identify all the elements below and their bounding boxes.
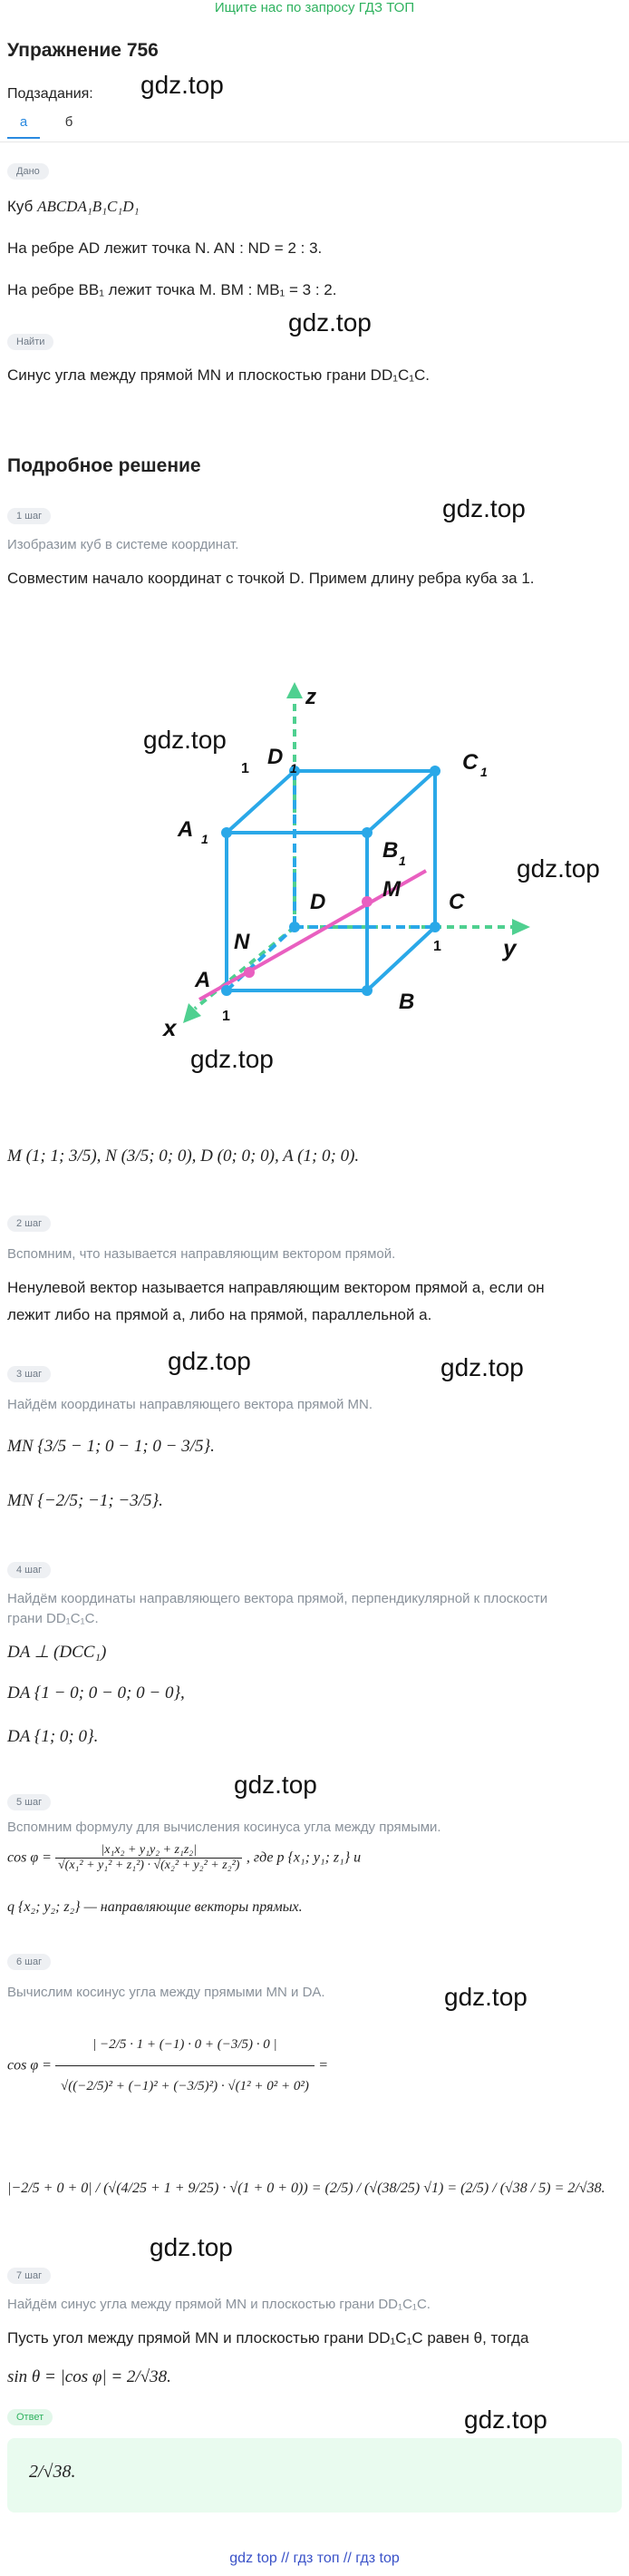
point-a (221, 985, 232, 996)
step-1-hint: Изобразим куб в системе координат. (7, 537, 239, 552)
watermark: gdz.top (140, 71, 224, 99)
label-c1: C (462, 750, 479, 775)
cos-formula-numerator: |x₁x₂ + y₁y₂ + z₁z₂| (55, 1843, 242, 1859)
label-one-y: 1 (433, 939, 441, 954)
label-b1-sub: 1 (399, 854, 406, 868)
watermark: gdz.top (168, 1347, 251, 1375)
step-7-hint: Найдём синус угла между прямой MN и плоскостью грани DD₁C₁C. (7, 2297, 431, 2312)
cos-formula-denominator: √(x₁² + y₁² + z₁²) · √(x₂² + y₂² + z₂²) (57, 1859, 240, 1872)
top-banner[interactable]: Ищите нас по запросу ГДЗ ТОП (214, 0, 415, 15)
point-c1 (430, 766, 440, 776)
y-axis-arrow (512, 919, 530, 935)
z-axis-arrow (286, 682, 303, 698)
point-b (362, 985, 373, 996)
step-7-badge: 7 шаг (7, 2268, 51, 2284)
equals-sign: = (318, 2057, 329, 2073)
step-6-badge: 6 шаг (7, 1954, 51, 1970)
label-c1-sub: 1 (480, 765, 488, 779)
label-d1: D (267, 745, 284, 769)
answer-value: 2/√38. (29, 2462, 76, 2482)
answer-badge: Ответ (7, 2409, 53, 2425)
find-text: Синус угла между прямой MN и плоскостью грани DD₁C₁C. (7, 366, 430, 384)
given-cube-name: ABCDA₁B₁C₁D₁ (37, 198, 140, 215)
point-a1 (221, 827, 232, 838)
label-d1-sub: 1 (290, 761, 297, 776)
cos-formula-where: , где p {x₁; y₁; z₁} и (246, 1849, 362, 1866)
point-d (289, 922, 300, 932)
label-a1-sub: 1 (201, 832, 208, 846)
step-2-badge: 2 шаг (7, 1215, 51, 1232)
step-6-numerator-1: | −2/5 · 1 + (−1) · 0 + (−3/5) · 0 | (55, 2025, 314, 2066)
answer-box (7, 2438, 622, 2513)
subtasks-label: Подзадания: (7, 86, 93, 102)
coordinates-line: M (1; 1; 3/5), N (3/5; 0; 0), D (0; 0; 0), A (1; 0; 0). (7, 1147, 360, 1166)
step-7-text: Пусть угол между прямой MN и плоскостью грани DD₁C₁C равен θ, тогда (7, 2329, 529, 2347)
watermark: gdz.top (440, 1353, 524, 1381)
given-line-1: На ребре AD лежит точка N. AN : ND = 2 : 3. (7, 239, 323, 257)
label-a1: A (178, 817, 194, 842)
label-b: B (399, 990, 415, 1014)
watermark: gdz.top (150, 2233, 233, 2261)
step-2-text-2: лежит либо на прямой a, либо на прямой, параллельной a. (7, 1306, 432, 1323)
given-line-2: На ребре BB₁ лежит точка M. BM : MB₁ = 3 : 2. (7, 281, 337, 298)
edge-b1c1 (367, 771, 435, 833)
label-y: y (503, 934, 517, 961)
watermark: gdz.top (442, 494, 526, 522)
watermark: gdz.top (464, 2405, 547, 2434)
step-3-badge: 3 шаг (7, 1366, 51, 1382)
step-1-text: Совместим начало координат с точкой D. Примем длину ребра куба за 1. (7, 570, 535, 587)
step-4-line-1: DA ⊥ (DCC₁) (7, 1643, 107, 1662)
step-4-hint-1: Найдём координаты направляющего вектора прямой, перпендикулярной к плоскости (7, 1591, 548, 1606)
step-5-formula (7, 1843, 361, 1873)
step-5-where-2: q {x₂; y₂; z₂} — направляющие векторы прямых. (7, 1899, 303, 1915)
label-b1: B (382, 838, 399, 863)
step-3-vector-2: MN {−2/5; −1; −3/5}. (7, 1491, 163, 1510)
label-one-z: 1 (241, 761, 249, 776)
point-c (430, 922, 440, 932)
step-6-hint: Вычислим косинус угла между прямыми MN и DA. (7, 1985, 325, 2000)
watermark: gdz.top (190, 1045, 274, 1073)
label-n: N (234, 930, 250, 954)
label-d: D (310, 890, 326, 914)
step-3-vector-1: MN {3/5 − 1; 0 − 1; 0 − 3/5}. (7, 1437, 215, 1456)
cos-formula-fraction (55, 1843, 242, 1873)
step-4-line-3: DA {1; 0; 0}. (7, 1727, 99, 1746)
step-1-badge: 1 шаг (7, 508, 51, 524)
x-axis-arrow (183, 1003, 201, 1023)
tab-b[interactable]: б (64, 114, 73, 130)
watermark: gdz.top (288, 308, 372, 337)
label-m: M (382, 877, 401, 902)
step-6-fraction-1 (55, 2025, 314, 2107)
tab-divider (0, 141, 629, 142)
step-2-text-1: Ненулевой вектор называется направляющим вектором прямой a, если он (7, 1279, 545, 1296)
step-7-formula: sin θ = |cos φ| = 2/√38. (7, 2367, 171, 2386)
step-5-badge: 5 шаг (7, 1794, 51, 1810)
step-6-denominator-1: √((−2/5)² + (−1)² + (−3/5)²) · √(1² + 0² + 0²) (60, 2079, 309, 2093)
label-c: C (449, 890, 465, 914)
label-a: A (195, 968, 211, 992)
given-cube-prefix: Куб (7, 198, 34, 215)
point-m (362, 896, 373, 907)
solution-title: Подробное решение (7, 455, 201, 476)
label-z: z (305, 685, 316, 709)
cos-phi-label: cos φ = (7, 2057, 55, 2073)
watermark: gdz.top (143, 726, 227, 754)
footer-links[interactable]: gdz top // гдз топ // гдз top (229, 2551, 400, 2566)
step-4-badge: 4 шаг (7, 1562, 51, 1578)
point-n (244, 967, 255, 978)
step-6-formula-1 (7, 2025, 328, 2107)
given-cube (7, 198, 140, 216)
find-badge: Найти (7, 334, 53, 350)
watermark: gdz.top (444, 1983, 527, 2011)
watermark: gdz.top (234, 1771, 317, 1799)
step-2-hint: Вспомним, что называется направляющим вектором прямой. (7, 1246, 396, 1262)
step-4-hint-2: грани DD₁C₁C. (7, 1611, 99, 1626)
tab-a[interactable]: а (7, 114, 40, 139)
label-one-x: 1 (222, 1009, 230, 1024)
watermark: gdz.top (517, 854, 600, 883)
step-3-hint: Найдём координаты направляющего вектора прямой MN. (7, 1397, 373, 1412)
point-b1 (362, 827, 373, 838)
cube-outline (227, 771, 435, 990)
step-5-hint: Вспомним формулу для вычисления косинуса угла между прямыми. (7, 1820, 441, 1835)
cos-phi-label: cos φ = (7, 1849, 55, 1866)
page-title: Упражнение 756 (7, 40, 159, 61)
label-x: x (163, 1014, 177, 1041)
step-6-line-2: |−2/5 + 0 + 0| / (√(4/25 + 1 + 9/25) · √(1 + 0 + 0)) = (2/5) / (√(38/25) √1) = (2/5) / (√38 / 5) = 2/√38. (7, 2181, 605, 2196)
given-badge: Дано (7, 163, 49, 180)
step-4-line-2: DA {1 − 0; 0 − 0; 0 − 0}, (7, 1683, 185, 1703)
